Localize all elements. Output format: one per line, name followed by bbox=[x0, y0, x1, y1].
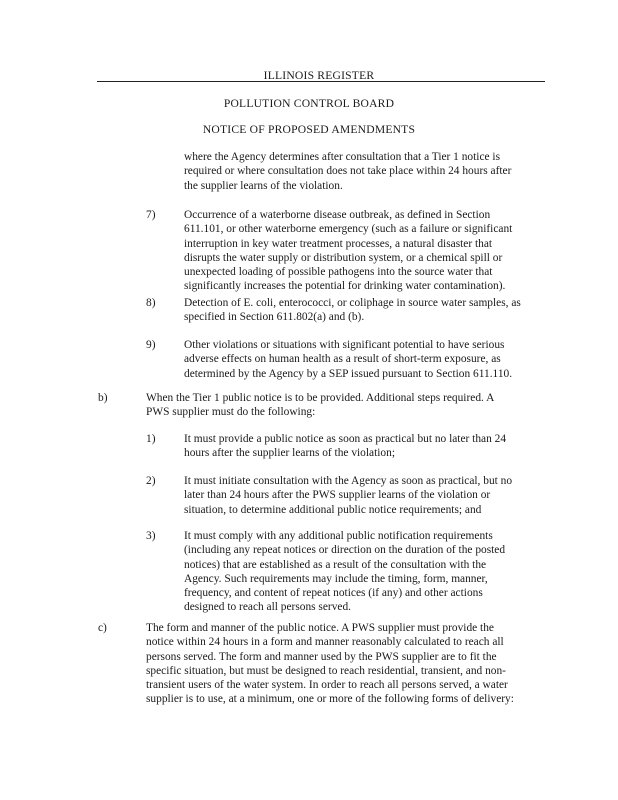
text-line: notices) that are established as a result of the consultation with the bbox=[184, 558, 487, 571]
text-line: where the Agency determines after consultation that a Tier 1 notice is bbox=[184, 151, 501, 163]
text-line: adverse effects on human health as a result of short-term exposure, as bbox=[184, 353, 501, 366]
item-paragraph bbox=[184, 474, 512, 517]
text-line: hours after the supplier learns of the violation; bbox=[184, 447, 395, 460]
section-paragraph bbox=[146, 391, 494, 420]
item-number: 9) bbox=[146, 339, 156, 351]
item-number: 8) bbox=[146, 297, 156, 309]
section-paragraph bbox=[146, 621, 514, 707]
text-line: It must initiate consultation with the Agency as soon as practical, but no bbox=[184, 475, 513, 487]
text-line: the supplier learns of the violation. bbox=[184, 179, 343, 192]
header-rule bbox=[97, 81, 545, 82]
item-number: 1) bbox=[146, 433, 156, 445]
text-line: disrupts the water supply or distribution system, or a chemical spill or bbox=[184, 251, 503, 264]
text-line: specific situation, but must be designed to reach residential, transient, and non- bbox=[146, 664, 506, 677]
text-line: designed to reach all persons served. bbox=[184, 601, 352, 614]
text-line: Agency. Such requirements may include the timing, form, manner, bbox=[184, 572, 488, 585]
text-line: supplier is to use, at a minimum, one or more of the following forms of delivery: bbox=[146, 693, 514, 706]
register-title: ILLINOIS REGISTER bbox=[263, 69, 375, 82]
text-line: Occurrence of a waterborne disease outbreak, as defined in Section bbox=[184, 209, 491, 221]
item-paragraph bbox=[184, 338, 512, 381]
board-title: POLLUTION CONTROL BOARD bbox=[223, 97, 395, 110]
item-number: 3) bbox=[146, 530, 156, 542]
text-line: persons served. The form and manner used by the PWS supplier are to fit the bbox=[146, 650, 497, 663]
section-label: c) bbox=[98, 622, 107, 634]
text-line: later than 24 hours after the PWS supplier learns of the violation or bbox=[184, 489, 491, 502]
notice-title: NOTICE OF PROPOSED AMENDMENTS bbox=[202, 123, 416, 136]
text-line: PWS supplier must do the following: bbox=[146, 406, 316, 419]
item-number: 2) bbox=[146, 475, 156, 487]
item-number: 7) bbox=[146, 209, 156, 221]
continuation-paragraph bbox=[184, 150, 511, 193]
text-line: unexpected loading of possible pathogens into the source water that bbox=[184, 266, 493, 279]
text-line: The form and manner of the public notice. A PWS supplier must provide the bbox=[146, 622, 494, 634]
text-line: required or where consultation does not take place within 24 hours after bbox=[184, 165, 512, 178]
text-line: specified in Section 611.802(a) and (b). bbox=[184, 311, 365, 324]
item-paragraph bbox=[184, 432, 506, 461]
item-paragraph bbox=[184, 296, 521, 325]
text-line: interruption in key water treatment processes, a natural disaster that bbox=[184, 237, 493, 250]
text-line: Detection of E. coli, enterococci, or coliphage in source water samples, as bbox=[184, 297, 521, 309]
text-line: notice within 24 hours in a form and manner reasonably calculated to reach all bbox=[146, 636, 504, 649]
section-label: b) bbox=[98, 392, 108, 404]
item-paragraph bbox=[184, 208, 512, 294]
text-line: It must provide a public notice as soon as practical but no later than 24 bbox=[184, 433, 507, 445]
text-line: Other violations or situations with significant potential to have serious bbox=[184, 339, 505, 351]
text-line: determined by the Agency by a SEP issued pursuant to Section 611.110. bbox=[184, 367, 513, 380]
text-line: When the Tier 1 public notice is to be provided. Additional steps required. A bbox=[146, 392, 495, 404]
text-line: significantly increases the potential for drinking water contamination). bbox=[184, 280, 506, 293]
text-line: transient users of the water system. In order to reach all persons served, a water bbox=[146, 679, 508, 692]
text-line: situation, to determine additional public notice requirements; and bbox=[184, 503, 482, 516]
item-paragraph bbox=[184, 529, 505, 615]
text-line: 611.101, or other waterborne emergency (such as a failure or significant bbox=[184, 223, 513, 236]
text-line: (including any repeat notices or direction on the duration of the posted bbox=[184, 544, 506, 557]
text-line: It must comply with any additional public notification requirements bbox=[184, 530, 493, 542]
text-line: frequency, and content of repeat notices (if any) and other actions bbox=[184, 587, 483, 600]
